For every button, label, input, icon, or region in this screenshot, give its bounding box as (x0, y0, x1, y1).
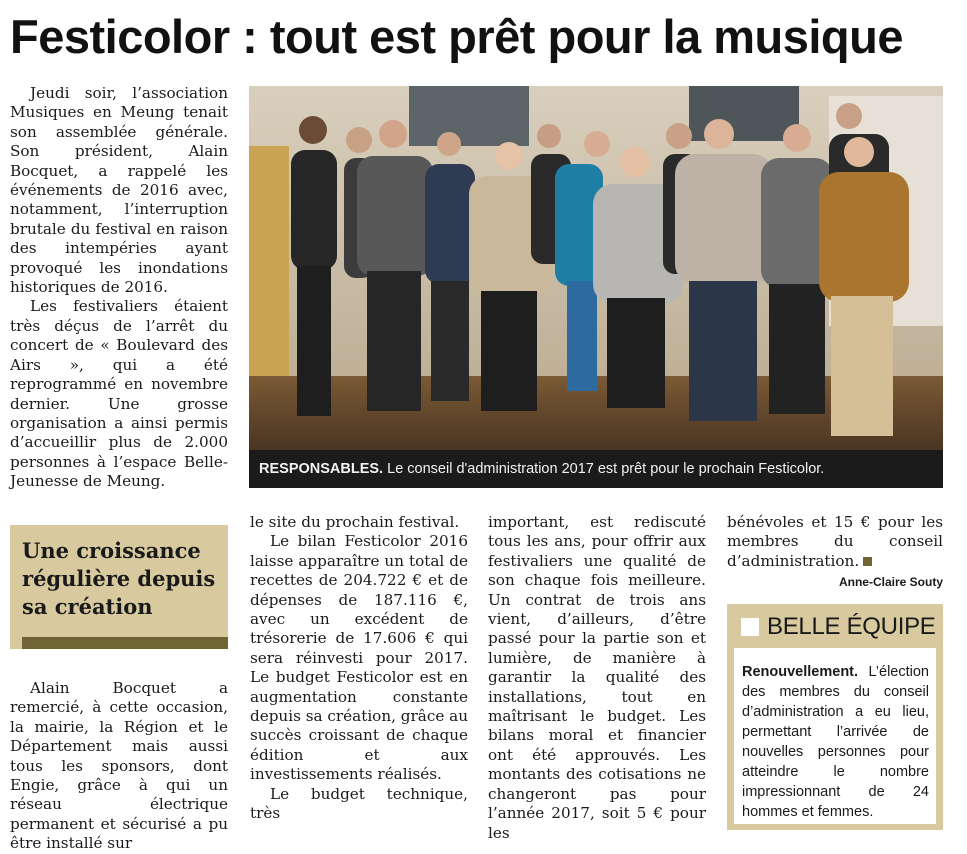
caption-lead: RESPONSABLES. (259, 461, 384, 477)
square-bullet-icon (741, 618, 759, 636)
intertitle: Une croissance régulière depuis sa création (22, 538, 216, 619)
sidebar-box-title (741, 612, 935, 642)
intertitle-box (10, 525, 228, 649)
group-photo-image (249, 86, 943, 450)
paragraph: bénévoles et 15 € pour les membres du conseil d’administration. (727, 513, 943, 570)
paragraph: Jeudi soir, l’association Musiques en Meung tenait son assemblée générale. Son président, Alain Bocquet, a rappelé les événements de 2016 avec, notamment, l’interruption brutale du festival en raison des intempéries ayant provoqué les inondations historiques de 2016. (10, 84, 228, 297)
column-4 (727, 513, 943, 571)
column-2 (250, 513, 468, 824)
headline: Festicolor : tout est prêt pour la musique (10, 10, 903, 63)
sidebar-box-body (734, 648, 936, 824)
sidebar-box-text: L’élection des membres du conseil d’administration a eu lieu, permettant l’arrivée de nouvelles personnes pour atteindre le nombre impressionnant de 24 hommes et femmes. (742, 664, 929, 820)
photo-caption (249, 450, 943, 488)
author-signature: Anne-Claire Souty (838, 575, 943, 589)
paragraph: Les festivaliers étaient très déçus de l’arrêt du concert de « Boulevard des Airs », qui a été reprogrammé en novembre dernier. Une grosse organisation a ainsi permis d’accueillir plus de 2.000 personnes à l’espace Belle-Jeunesse de Meung. (10, 297, 228, 491)
column-1-top (10, 84, 228, 492)
paragraph: important, est rediscuté tous les ans, pour offrir aux festivaliers une qualité de son chaque fois meilleure. Un contrat de trois ans vient, d’ailleurs, d’être passé pour la partie son et lumière, de manière à garantir la qualité des installations, tout en maîtrisant le budget. Les bilans moral et financier ont été approuvés. Les montants des cotisations ne changeront pas pour l’année 2017, soit 5 € pour les (488, 513, 706, 842)
sidebar-box-lead: Renouvellement. (742, 664, 859, 680)
sidebar-box (727, 604, 943, 830)
intertitle-underline (22, 637, 228, 649)
group-photo (249, 86, 943, 450)
column-3 (488, 513, 706, 843)
caption-text: Le conseil d'administration 2017 est prêt pour le prochain Festicolor. (387, 461, 825, 477)
paragraph: Le budget technique, très (250, 784, 468, 823)
column-1-bottom (10, 679, 228, 854)
end-mark-icon (863, 557, 872, 566)
paragraph: Le bilan Festicolor 2016 laisse apparaître un total de recettes de 204.722 € et de dépenses de 187.116 €, avec un excédent de trésorerie de 17.606 € qui sera réinvesti pour 2017. Le budget Festicolor est en augmentation constante depuis sa création, grâce au succès croissant de chaque édition et aux investissements réalisés. (250, 532, 468, 784)
paragraph: Alain Bocquet a remercié, à cette occasion, la mairie, la Région et le Département mais aussi tous les sponsors, dont Engie, grâce à qui un réseau électrique permanent et sécurisé a pu être installé sur (10, 679, 228, 853)
paragraph: le site du prochain festival. (250, 513, 460, 531)
sidebar-box-title-text: BELLE ÉQUIPE (767, 613, 936, 640)
